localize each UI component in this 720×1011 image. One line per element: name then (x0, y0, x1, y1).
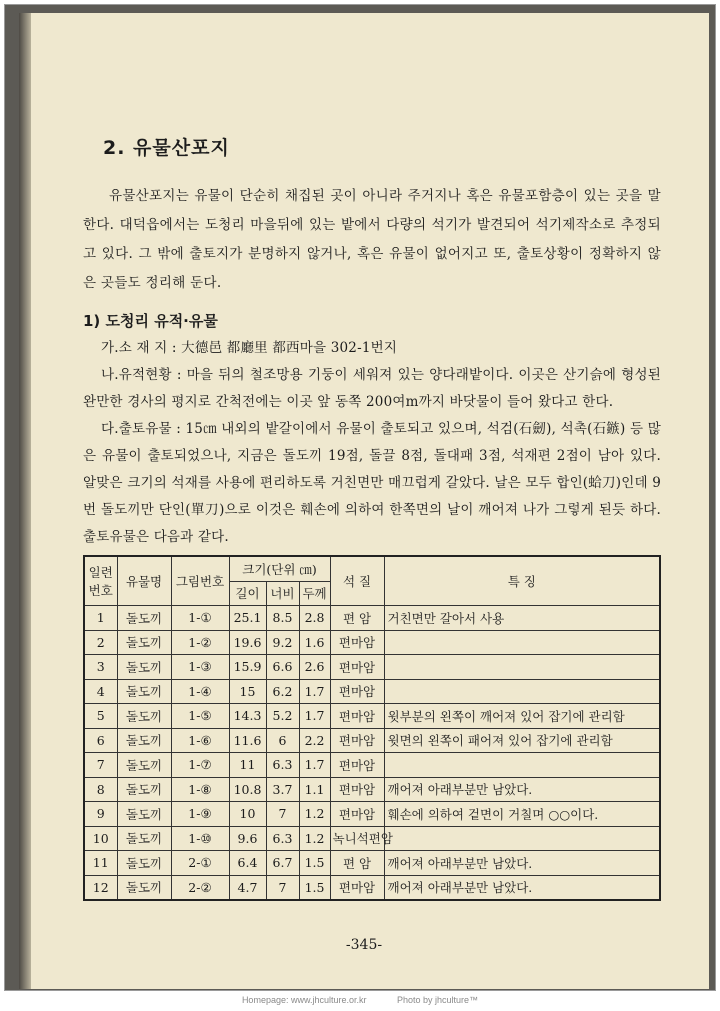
cell-serial: 7 (84, 753, 117, 778)
cell-features (384, 655, 660, 680)
cell-material: 편 암 (330, 606, 384, 631)
header-thickness: 두께 (299, 581, 330, 606)
artifact-table (83, 555, 661, 901)
cell-thickness: 1.5 (299, 875, 330, 900)
cell-width: 6.3 (266, 826, 299, 851)
cell-figure-number: 1-⑨ (171, 802, 229, 827)
header-features: 특 징 (384, 556, 660, 606)
table-row (84, 875, 660, 900)
cell-serial: 12 (84, 875, 117, 900)
cell-length: 15 (229, 679, 266, 704)
cell-length: 9.6 (229, 826, 266, 851)
cell-length: 11 (229, 753, 266, 778)
cell-figure-number: 1-④ (171, 679, 229, 704)
cell-material: 녹니석편암 (330, 826, 384, 851)
cell-width: 6 (266, 728, 299, 753)
cell-features (384, 679, 660, 704)
cell-material: 편마암 (330, 679, 384, 704)
cell-figure-number: 2-① (171, 851, 229, 876)
cell-thickness: 2.6 (299, 655, 330, 680)
cell-artifact-name: 돌도끼 (117, 802, 171, 827)
cell-features: 깨어져 아래부분만 남았다. (384, 777, 660, 802)
cell-length: 14.3 (229, 704, 266, 729)
cell-features: 윗면의 왼쪽이 패어져 있어 잡기에 관리함 (384, 728, 660, 753)
footer-homepage: Homepage: www.jhculture.or.kr (241, 995, 367, 1005)
cell-length: 10.8 (229, 777, 266, 802)
cell-artifact-name: 돌도끼 (117, 679, 171, 704)
book-page (19, 13, 709, 989)
cell-features: 윗부분의 왼쪽이 깨어져 있어 잡기에 관리함 (384, 704, 660, 729)
cell-thickness: 1.7 (299, 753, 330, 778)
cell-material: 편마암 (330, 777, 384, 802)
cell-artifact-name: 돌도끼 (117, 704, 171, 729)
header-artifact-name: 유물명 (117, 556, 171, 606)
table-row (84, 753, 660, 778)
cell-width: 5.2 (266, 704, 299, 729)
cell-serial: 3 (84, 655, 117, 680)
table-row (84, 655, 660, 680)
cell-material: 편마암 (330, 875, 384, 900)
cell-artifact-name: 돌도끼 (117, 875, 171, 900)
cell-thickness: 1.7 (299, 704, 330, 729)
table-row (84, 728, 660, 753)
section-title: 2. 유물산포지 (103, 137, 230, 159)
cell-figure-number: 1-② (171, 630, 229, 655)
cell-material: 편마암 (330, 630, 384, 655)
cell-material: 편마암 (330, 802, 384, 827)
item-site-status: 나.유적현황 : 마을 뒤의 철조망용 기둥이 세워져 있는 양다래밭이다. 이곳은 산기슭에 형성된 완만한 경사의 평지로 간척전에는 이곳 앞 동쪽 200여m까지 바닷물이 들어 왔다고 한다. (83, 367, 661, 410)
header-width: 너비 (266, 581, 299, 606)
footer-photo-credit: Photo by jhculture™ (397, 995, 479, 1005)
cell-serial: 9 (84, 802, 117, 827)
cell-serial: 6 (84, 728, 117, 753)
cell-artifact-name: 돌도끼 (117, 630, 171, 655)
cell-artifact-name: 돌도끼 (117, 826, 171, 851)
cell-artifact-name: 돌도끼 (117, 655, 171, 680)
header-figure-number: 그림번호 (171, 556, 229, 606)
table-body (84, 606, 660, 901)
page-content (83, 125, 661, 901)
cell-thickness: 2.8 (299, 606, 330, 631)
cell-width: 8.5 (266, 606, 299, 631)
cell-length: 4.7 (229, 875, 266, 900)
table-row (84, 851, 660, 876)
cell-artifact-name: 돌도끼 (117, 851, 171, 876)
item-location: 가.소 재 지 : 大德邑 都廳里 都西마을 302-1번지 (101, 340, 398, 356)
cell-features (384, 826, 660, 851)
table-row (84, 802, 660, 827)
cell-length: 15.9 (229, 655, 266, 680)
header-length: 길이 (229, 581, 266, 606)
cell-serial: 8 (84, 777, 117, 802)
header-serial-line2: 번호 (88, 583, 113, 598)
page-binding-edge (19, 13, 31, 989)
cell-width: 6.7 (266, 851, 299, 876)
cell-thickness: 1.6 (299, 630, 330, 655)
table-header-row (84, 556, 660, 581)
cell-figure-number: 1-⑧ (171, 777, 229, 802)
cell-serial: 4 (84, 679, 117, 704)
table-row (84, 630, 660, 655)
header-size: 크기(단위 ㎝) (229, 556, 330, 581)
cell-figure-number: 1-① (171, 606, 229, 631)
cell-features: 깨어져 아래부분만 남았다. (384, 851, 660, 876)
cell-width: 6.3 (266, 753, 299, 778)
cell-width: 6.2 (266, 679, 299, 704)
cell-serial: 10 (84, 826, 117, 851)
cell-features (384, 753, 660, 778)
table-row (84, 606, 660, 631)
cell-length: 10 (229, 802, 266, 827)
cell-length: 6.4 (229, 851, 266, 876)
page-number: -345- (345, 937, 383, 953)
cell-length: 19.6 (229, 630, 266, 655)
cell-material: 편마암 (330, 704, 384, 729)
cell-figure-number: 1-⑥ (171, 728, 229, 753)
cell-figure-number: 1-③ (171, 655, 229, 680)
header-serial (84, 556, 117, 606)
item-artifacts: 다.출토유물 : 15㎝ 내외의 밭갈이에서 유물이 출토되고 있으며, 석검(石劒), 석촉(石鏃) 등 많은 유물이 출토되었으나, 지금은 돌도끼 19점, 돌끌 8점, 돌대패 3점, 석재편 2점이 남아 있다. 알맞은 크기의 석재를 사용에 편리하도록 거친면만 매끄럽게 갈았다. 날은 모두 합인(蛤刀)인데 9번 돌도끼만 단인(單刀)으로 이것은 훼손에 의하여 한쪽면의 날이 깨어져 나가 그렇게 된듯 하다. 출토유물은 다음과 같다. (83, 421, 661, 545)
table-row (84, 679, 660, 704)
cell-features (384, 630, 660, 655)
cell-figure-number: 1-⑩ (171, 826, 229, 851)
cell-serial: 11 (84, 851, 117, 876)
subsection-title: 1) 도청리 유적·유물 (83, 312, 218, 330)
cell-material: 편 암 (330, 851, 384, 876)
cell-length: 25.1 (229, 606, 266, 631)
cell-figure-number: 1-⑤ (171, 704, 229, 729)
cell-serial: 5 (84, 704, 117, 729)
cell-width: 6.6 (266, 655, 299, 680)
cell-material: 편마암 (330, 655, 384, 680)
table-row (84, 704, 660, 729)
cell-width: 9.2 (266, 630, 299, 655)
cell-thickness: 1.2 (299, 826, 330, 851)
cell-thickness: 1.7 (299, 679, 330, 704)
cell-artifact-name: 돌도끼 (117, 777, 171, 802)
cell-width: 3.7 (266, 777, 299, 802)
cell-width: 7 (266, 802, 299, 827)
cell-width: 7 (266, 875, 299, 900)
table-row (84, 777, 660, 802)
cell-artifact-name: 돌도끼 (117, 606, 171, 631)
cell-artifact-name: 돌도끼 (117, 753, 171, 778)
cell-thickness: 1.5 (299, 851, 330, 876)
footer-credits (0, 990, 720, 1011)
cell-serial: 2 (84, 630, 117, 655)
cell-features: 훼손에 의하여 겉면이 거칠며 ○○이다. (384, 802, 660, 827)
cell-material: 편마암 (330, 753, 384, 778)
header-material: 석 질 (330, 556, 384, 606)
intro-paragraph: 유물산포지는 유물이 단순히 채집된 곳이 아니라 주거지나 혹은 유물포함층이 있는 곳을 말한다. 대덕읍에서는 도청리 마을뒤에 있는 밭에서 다량의 석기가 발견되어 석기제작소로 추정되고 있다. 그 밖에 출토지가 분명하지 않거나, 혹은 유물이 없어지고 또, 출토상황이 정확하지 않은 곳들도 정리해 둔다. (83, 188, 661, 291)
cell-thickness: 1.1 (299, 777, 330, 802)
scan-frame (4, 4, 716, 991)
cell-artifact-name: 돌도끼 (117, 728, 171, 753)
cell-material: 편마암 (330, 728, 384, 753)
cell-figure-number: 1-⑦ (171, 753, 229, 778)
table-row (84, 826, 660, 851)
cell-thickness: 2.2 (299, 728, 330, 753)
header-serial-line1: 일련 (88, 565, 113, 580)
cell-thickness: 1.2 (299, 802, 330, 827)
cell-features: 깨어져 아래부분만 남았다. (384, 875, 660, 900)
cell-features: 거친면만 갈아서 사용 (384, 606, 660, 631)
cell-length: 11.6 (229, 728, 266, 753)
cell-serial: 1 (84, 606, 117, 631)
cell-figure-number: 2-② (171, 875, 229, 900)
